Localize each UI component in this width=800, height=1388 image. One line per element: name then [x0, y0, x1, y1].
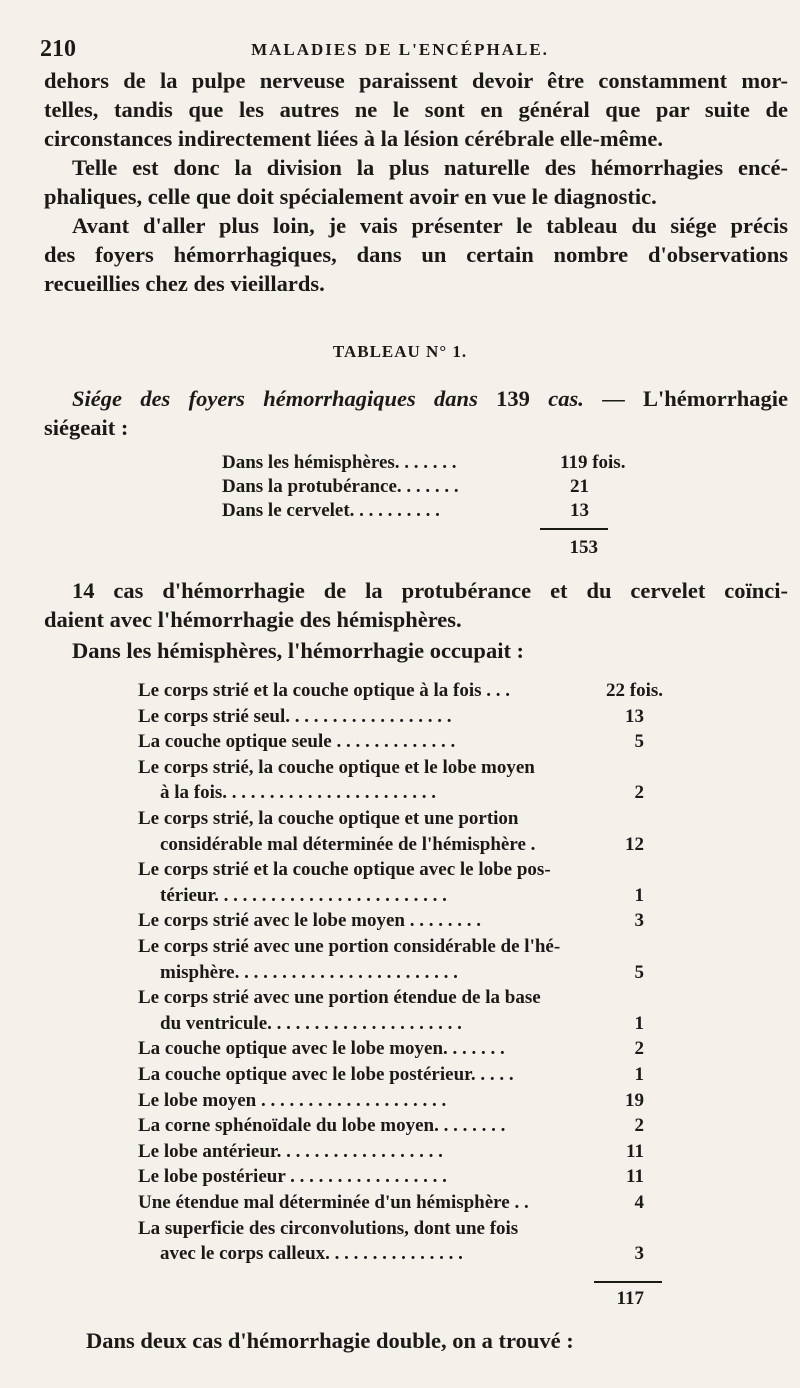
- hemisphere-row-label: considérable mal déterminée de l'hémisphère .: [160, 833, 536, 855]
- hemisphere-row-label: La couche optique avec le lobe postérieur. . . . .: [138, 1064, 514, 1085]
- running-head: MALADIES DE L'ENCÉPHALE.: [251, 40, 549, 59]
- hemisphere-row-value: 2: [634, 1038, 644, 1060]
- hemisphere-row-label: Le corps strié, la couche optique et le lobe moyen: [138, 756, 535, 778]
- siege-cas: cas.: [548, 386, 584, 411]
- hemisphere-row-value: 3: [634, 1243, 644, 1265]
- text-line: Telle est donc la division la plus naturelle des hémorrhagies encé-: [72, 155, 788, 180]
- text-line: recueillies chez des vieillards.: [44, 271, 325, 296]
- siege-row-label: Dans la protubérance. . . . . . .: [222, 476, 459, 497]
- hemisphere-row-label: Le lobe antérieur. . . . . . . . . . . . . . . . . .: [138, 1140, 443, 1162]
- hemisphere-row-value: 11: [626, 1140, 644, 1162]
- hemisphere-row-label: térieur. . . . . . . . . . . . . . . . . . . . . . . . .: [160, 884, 447, 906]
- text-line: circonstances indirectement liées à la lésion cérébrale elle-même.: [44, 126, 663, 151]
- siege-row-value: 13: [570, 500, 589, 521]
- hemisphere-row-label: La corne sphénoïdale du lobe moyen. . . . . . . .: [138, 1115, 506, 1137]
- page-header: [40, 36, 760, 66]
- hemispheres-intro: [72, 636, 788, 665]
- siege-heading: [44, 384, 788, 442]
- sum-rule: [594, 1281, 662, 1283]
- hemisphere-row-value: 5: [634, 961, 644, 983]
- text-line: [44, 384, 788, 413]
- hemisphere-row-label: Le corps strié seul. . . . . . . . . . . . . . . . . .: [138, 705, 452, 727]
- hemisphere-row-value: 11: [626, 1166, 644, 1188]
- text-line: Dans les hémisphères, l'hémorrhagie occupait :: [72, 638, 525, 663]
- hemisphere-row-label: Le corps strié et la couche optique avec le lobe pos-: [138, 859, 551, 881]
- tableau-title: TABLEAU N° 1.: [332, 342, 468, 361]
- hemisphere-row-label: La superficie des circonvolutions, dont une fois: [138, 1217, 519, 1239]
- siege-row-value: 21: [570, 476, 589, 497]
- hemisphere-row-value: 13: [625, 705, 644, 727]
- hemisphere-row-label: La couche optique seule . . . . . . . . . . . . .: [138, 731, 456, 753]
- text-line: Dans deux cas d'hémorrhagie double, on a trouvé :: [86, 1328, 574, 1353]
- hemisphere-row-value: 22 fois.: [606, 680, 663, 701]
- hemisphere-row-label: du ventricule. . . . . . . . . . . . . . . . . . . . .: [160, 1012, 462, 1034]
- paragraph-2: [44, 153, 788, 211]
- hemisphere-row-label: Une étendue mal déterminée d'un hémisphère . .: [138, 1192, 529, 1213]
- hemisphere-total: 117: [616, 1288, 644, 1309]
- siege-row-label: Dans le cervelet. . . . . . . . . .: [222, 500, 440, 521]
- text-line: des foyers hémorrhagiques, dans un certain nombre d'observations: [44, 242, 788, 267]
- hemisphere-row-value: 19: [625, 1089, 644, 1111]
- text-line: Avant d'aller plus loin, je vais présenter le tableau du siége précis: [72, 213, 788, 238]
- text-line: telles, tandis que les autres ne le sont en général que par suite de: [44, 97, 788, 122]
- sum-rule: [540, 528, 608, 530]
- siege-italic: Siége des foyers hémorrhagiques dans: [72, 386, 478, 411]
- hemisphere-row-label: à la fois. . . . . . . . . . . . . . . . . . . . . . .: [160, 782, 437, 804]
- hemisphere-row-value: 5: [634, 731, 644, 753]
- hemisphere-row-value: 12: [625, 833, 644, 855]
- siege-row-label: Dans les hémisphères. . . . . . .: [222, 452, 457, 473]
- text-line: daient avec l'hémorrhagie des hémisphères.: [44, 607, 462, 632]
- siege-rest: — L'hémorrhagie: [602, 386, 788, 411]
- hemisphere-row-label: Le corps strié, la couche optique et une portion: [138, 808, 519, 829]
- hemisphere-row-value: 1: [634, 1064, 644, 1085]
- siege-row-value: 119 fois.: [560, 452, 626, 473]
- text-line: siégeait :: [44, 415, 129, 440]
- closing-line: [86, 1326, 786, 1355]
- coincidence-paragraph: [44, 576, 788, 634]
- hemisphere-row-label: Le corps strié avec une portion considérable de l'hé-: [138, 936, 561, 957]
- hemisphere-row-label: Le corps strié et la couche optique à la fois . . .: [138, 680, 511, 701]
- hemisphere-row-value: 4: [634, 1192, 644, 1213]
- hemisphere-row-label: La couche optique avec le lobe moyen. . . . . . .: [138, 1038, 505, 1060]
- text-line: 14 cas d'hémorrhagie de la protubérance et du cervelet coïnci-: [72, 578, 788, 603]
- hemisphere-row-label: avec le corps calleux. . . . . . . . . . . . . . .: [160, 1243, 463, 1265]
- text-line: phaliques, celle que doit spécialement avoir en vue le diagnostic.: [44, 184, 657, 209]
- hemisphere-row-value: 2: [634, 782, 644, 804]
- text-line: dehors de la pulpe nerveuse paraissent devoir être constamment mor-: [44, 68, 788, 93]
- paragraph-3: [44, 211, 788, 298]
- hemisphere-row-label: Le corps strié avec le lobe moyen . . . . . . . .: [138, 910, 481, 932]
- paragraph-1: [44, 66, 788, 153]
- page-number: 210: [40, 36, 76, 62]
- hemisphere-row-label: misphère. . . . . . . . . . . . . . . . . . . . . . . .: [160, 961, 458, 983]
- hemisphere-row-value: 2: [634, 1115, 644, 1137]
- hemisphere-row-label: Le corps strié avec une portion étendue de la base: [138, 987, 541, 1009]
- hemisphere-row-label: Le lobe postérieur . . . . . . . . . . . . . . . . .: [138, 1166, 447, 1188]
- siege-total: 153: [569, 537, 598, 558]
- hemisphere-row-label: Le lobe moyen . . . . . . . . . . . . . . . . . . . .: [138, 1089, 447, 1111]
- hemisphere-row-value: 1: [634, 884, 644, 906]
- siege-count: 139: [496, 386, 530, 411]
- hemisphere-row-value: 1: [634, 1012, 644, 1034]
- hemisphere-row-value: 3: [634, 910, 644, 932]
